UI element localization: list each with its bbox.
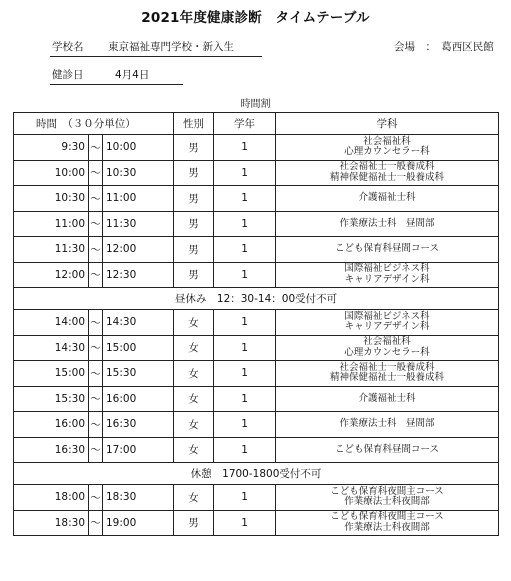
- table-row: [14, 310, 499, 336]
- table-row: [14, 361, 499, 387]
- table-row: [14, 135, 499, 161]
- grade-cell: 1: [214, 437, 276, 463]
- school-value: 東京福祉専門学校・新入生: [108, 41, 234, 53]
- start-time: 18:00: [14, 485, 89, 511]
- table-row: [14, 510, 499, 536]
- tilde: ～: [89, 361, 103, 387]
- dept-cell: [276, 335, 499, 361]
- dept-line: 心理カウンセラー科: [344, 346, 430, 358]
- dept-line: 社会福祉科: [363, 135, 411, 147]
- gender-cell: 女: [174, 386, 214, 412]
- table-row: [14, 412, 499, 438]
- dept-cell: [276, 211, 499, 237]
- header-gender: 性別: [174, 113, 214, 135]
- end-time: 16:00: [103, 386, 174, 412]
- dept-cell: [276, 186, 499, 212]
- dept-cell: [276, 262, 499, 288]
- break-row: [14, 288, 499, 310]
- dept-line: キャリアデザイン科: [344, 273, 430, 285]
- end-time: 12:30: [103, 262, 174, 288]
- dept-line: 作業療法士科夜間部: [344, 521, 430, 533]
- dept-line: 精神保健福祉士一般養成科: [330, 372, 445, 384]
- dept-line: こども保育科昼間コース: [335, 243, 440, 254]
- venue-label: 会場 ： 葛西区民館: [394, 41, 494, 53]
- dept-line: 社会福祉士一般養成科: [339, 361, 435, 373]
- tilde: ～: [89, 437, 103, 463]
- start-time: 14:00: [14, 310, 89, 336]
- tilde: ～: [89, 211, 103, 237]
- tilde: ～: [89, 237, 103, 263]
- dept-line: 国際福祉ビジネス科: [344, 310, 430, 322]
- school-underline: [50, 56, 262, 57]
- dept-line: こども保育科昼間コース: [335, 443, 440, 455]
- gender-cell: 男: [174, 262, 214, 288]
- gender-cell: 男: [174, 510, 214, 536]
- table-caption: 時間割: [240, 99, 271, 110]
- gender-cell: 女: [174, 412, 214, 438]
- dept-line: 国際福祉ビジネス科: [344, 263, 430, 275]
- dept-line: 心理カウンセラー科: [344, 146, 430, 158]
- dept-line: 介護福祉士科: [358, 192, 416, 203]
- gender-cell: 男: [174, 186, 214, 212]
- table-row: [14, 335, 499, 361]
- tilde: ～: [89, 386, 103, 412]
- table-row: [14, 237, 499, 263]
- date-underline: [50, 84, 183, 85]
- dept-cell: [276, 361, 499, 387]
- dept-line: 介護福祉士科: [358, 392, 416, 404]
- tilde: ～: [89, 485, 103, 511]
- dept-cell: [276, 412, 499, 438]
- start-time: 16:30: [14, 437, 89, 463]
- dept-cell: [276, 135, 499, 161]
- grade-cell: 1: [214, 335, 276, 361]
- grade-cell: 1: [214, 361, 276, 387]
- table-row: [14, 211, 499, 237]
- tilde: ～: [89, 510, 103, 536]
- tilde: ～: [89, 262, 103, 288]
- tilde: ～: [89, 335, 103, 361]
- dept-line: こども保育科夜間主コース: [330, 485, 444, 497]
- end-time: 11:30: [103, 211, 174, 237]
- start-time: 15:30: [14, 386, 89, 412]
- grade-cell: 1: [214, 262, 276, 288]
- dept-cell: [276, 485, 499, 511]
- header-grade: 学年: [214, 113, 276, 135]
- dept-cell: [276, 160, 499, 186]
- tilde: ～: [89, 160, 103, 186]
- end-time: 10:30: [103, 160, 174, 186]
- table-header-row: [14, 113, 499, 135]
- dept-cell: [276, 237, 499, 263]
- tilde: ～: [89, 186, 103, 212]
- gender-cell: 女: [174, 485, 214, 511]
- end-time: 17:00: [103, 437, 174, 463]
- school-label: 学校名: [52, 41, 84, 53]
- tilde: ～: [89, 135, 103, 161]
- start-time: 15:00: [14, 361, 89, 387]
- start-time: 11:00: [14, 211, 89, 237]
- gender-cell: 男: [174, 160, 214, 186]
- dept-cell: [276, 310, 499, 336]
- dept-line: 作業療法士科 昼間部: [339, 217, 435, 229]
- page-title: 2021年度健康診断 タイムテーブル: [141, 10, 370, 26]
- table-row: [14, 160, 499, 186]
- gender-cell: 女: [174, 310, 214, 336]
- start-time: 10:30: [14, 186, 89, 212]
- gender-cell: 女: [174, 335, 214, 361]
- end-time: 10:00: [103, 135, 174, 161]
- dept-line: 社会福祉科: [363, 336, 411, 348]
- table-row: [14, 186, 499, 212]
- end-time: 14:30: [103, 310, 174, 336]
- tilde: ～: [89, 310, 103, 336]
- grade-cell: 1: [214, 510, 276, 536]
- dept-line: 精神保健福祉士一般養成科: [330, 171, 445, 183]
- end-time: 15:30: [103, 361, 174, 387]
- table-row: [14, 485, 499, 511]
- dept-line: 作業療法士科夜間部: [344, 496, 430, 508]
- grade-cell: 1: [214, 237, 276, 263]
- header-time: 時間 （３０分単位）: [14, 113, 174, 135]
- start-time: 12:00: [14, 262, 89, 288]
- timetable: [13, 112, 499, 536]
- dept-line: キャリアデザイン科: [344, 321, 430, 333]
- grade-cell: 1: [214, 135, 276, 161]
- grade-cell: 1: [214, 160, 276, 186]
- end-time: 15:00: [103, 335, 174, 361]
- start-time: 18:30: [14, 510, 89, 536]
- end-time: 12:00: [103, 237, 174, 263]
- tilde: ～: [89, 412, 103, 438]
- grade-cell: 1: [214, 386, 276, 412]
- dept-cell: [276, 386, 499, 412]
- header-dept: 学科: [276, 113, 499, 135]
- gender-cell: 女: [174, 437, 214, 463]
- dept-cell: [276, 437, 499, 463]
- grade-cell: 1: [214, 485, 276, 511]
- gender-cell: 女: [174, 361, 214, 387]
- start-time: 14:30: [14, 335, 89, 361]
- break-text: 休憩 1700-1800受付不可: [14, 463, 499, 485]
- table-row: [14, 262, 499, 288]
- end-time: 11:00: [103, 186, 174, 212]
- start-time: 11:30: [14, 237, 89, 263]
- date-value: 4月4日: [115, 69, 150, 81]
- gender-cell: 男: [174, 237, 214, 263]
- table-row: [14, 437, 499, 463]
- end-time: 16:30: [103, 412, 174, 438]
- dept-cell: [276, 510, 499, 536]
- gender-cell: 男: [174, 211, 214, 237]
- start-time: 9:30: [14, 135, 89, 161]
- break-text: 昼休み 12：30-14：00受付不可: [14, 288, 499, 310]
- gender-cell: 男: [174, 135, 214, 161]
- date-label: 健診日: [52, 69, 84, 81]
- table-row: [14, 386, 499, 412]
- grade-cell: 1: [214, 186, 276, 212]
- break-row: [14, 463, 499, 485]
- grade-cell: 1: [214, 310, 276, 336]
- end-time: 18:30: [103, 485, 174, 511]
- end-time: 19:00: [103, 510, 174, 536]
- dept-line: こども保育科夜間主コース: [330, 511, 444, 523]
- start-time: 16:00: [14, 412, 89, 438]
- grade-cell: 1: [214, 211, 276, 237]
- dept-line: 社会福祉士一般養成科: [339, 161, 435, 173]
- grade-cell: 1: [214, 412, 276, 438]
- dept-line: 作業療法士科 昼間部: [339, 418, 435, 429]
- start-time: 10:00: [14, 160, 89, 186]
